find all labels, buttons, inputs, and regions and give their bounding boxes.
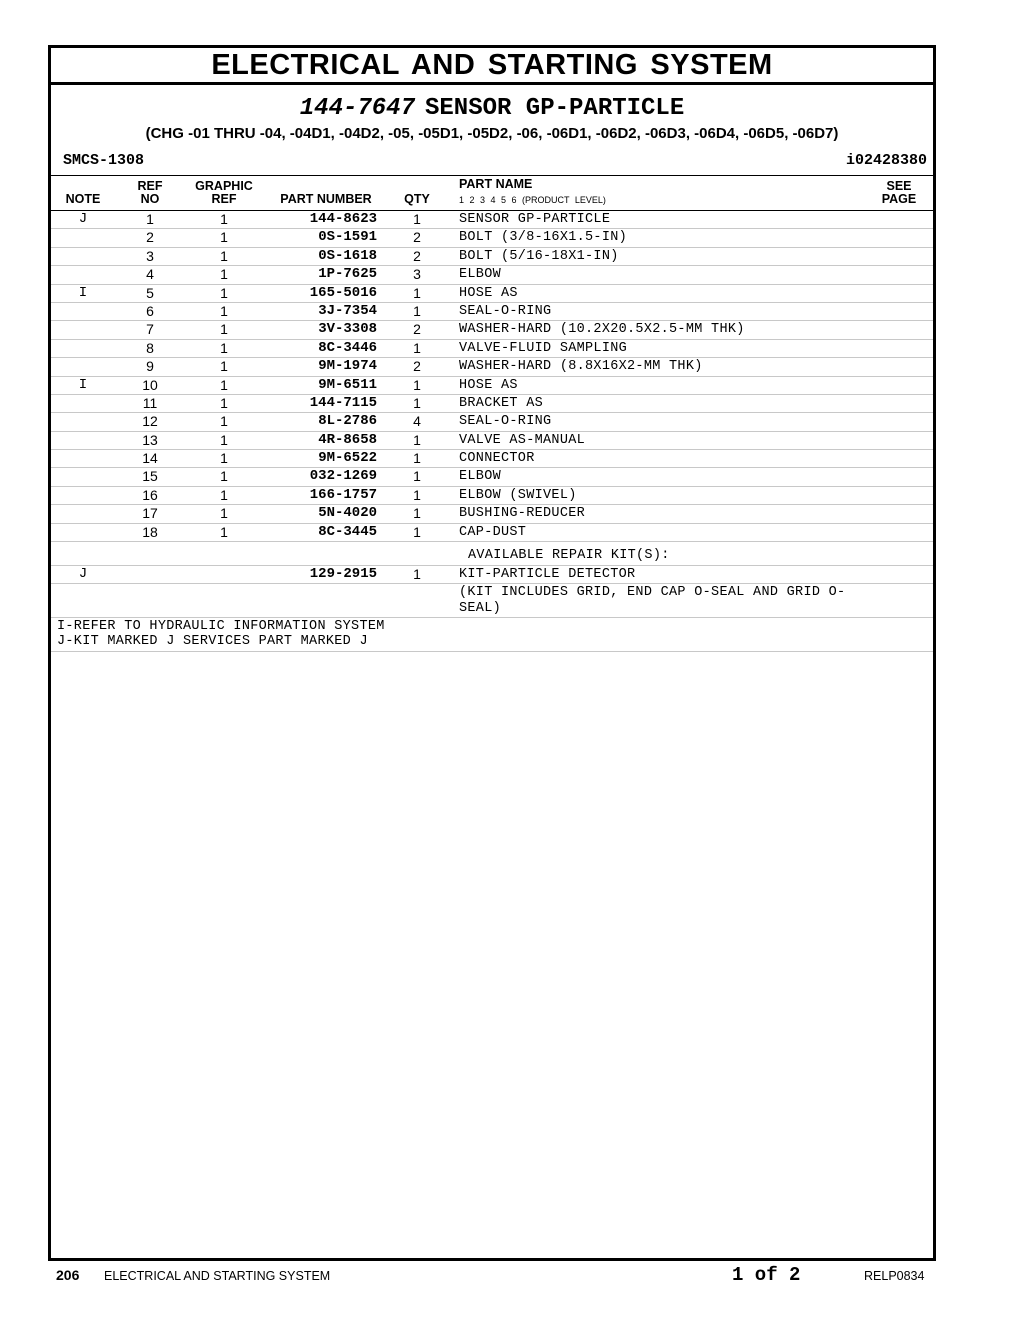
part-ref-no: 14 [142, 450, 158, 467]
part-name: SEAL-O-RING [459, 414, 552, 430]
part-number: 3J-7354 [318, 302, 377, 319]
part-graphic-ref: 1 [220, 486, 228, 503]
parts-page-frame [48, 45, 936, 1261]
header-part-name: PART NAME [459, 177, 533, 191]
part-qty: 1 [413, 339, 421, 356]
table-row [51, 377, 933, 395]
notes-block [51, 618, 933, 652]
part-name: HOSE AS [459, 377, 518, 393]
part-ref-no: 13 [142, 431, 158, 448]
repair-kit-part-number: 129-2915 [309, 566, 377, 583]
part-number: 0S-1591 [318, 229, 377, 246]
part-graphic-ref: 1 [220, 302, 228, 319]
table-row [51, 395, 933, 413]
part-name: BUSHING-REDUCER [459, 506, 586, 522]
part-name: ELBOW [459, 469, 502, 485]
part-name: VALVE-FLUID SAMPLING [459, 340, 628, 356]
part-qty: 1 [413, 468, 421, 485]
footer-section-title: ELECTRICAL AND STARTING SYSTEM [104, 1269, 331, 1283]
header-ref-top: REF [137, 179, 163, 193]
part-ref-no: 17 [142, 505, 158, 522]
part-graphic-ref: 1 [220, 376, 228, 393]
table-row [51, 340, 933, 358]
group-name: SENSOR GP-PARTICLE [424, 95, 685, 122]
table-row [51, 432, 933, 450]
part-qty: 1 [413, 431, 421, 448]
repair-kit-qty: 1 [413, 566, 421, 583]
part-qty: 2 [413, 247, 421, 264]
part-graphic-ref: 1 [220, 505, 228, 522]
part-name: CAP-DUST [459, 524, 527, 540]
part-name: BRACKET AS [459, 395, 544, 411]
part-name: CONNECTOR [459, 451, 535, 467]
part-number: 4R-8658 [318, 431, 377, 448]
table-row [51, 487, 933, 505]
part-ref-no: 4 [146, 266, 154, 283]
part-name: HOSE AS [459, 285, 518, 301]
part-qty: 1 [413, 394, 421, 411]
part-number: 8L-2786 [318, 413, 377, 430]
part-name: SEAL-O-RING [459, 303, 552, 319]
part-qty: 1 [413, 523, 421, 540]
part-graphic-ref: 1 [220, 394, 228, 411]
header-ref-no [115, 180, 185, 206]
part-qty: 2 [413, 358, 421, 375]
part-graphic-ref: 1 [220, 229, 228, 246]
header-graphic-bottom: REF [211, 192, 237, 206]
part-ref-no: 10 [142, 376, 158, 393]
table-row [51, 468, 933, 486]
part-number: 8C-3445 [318, 523, 377, 540]
part-graphic-ref: 1 [220, 358, 228, 375]
part-name: BOLT (5/16-18X1-IN) [459, 248, 619, 264]
table-row [51, 450, 933, 468]
part-graphic-ref: 1 [220, 339, 228, 356]
part-number: 9M-1974 [318, 358, 377, 375]
part-qty: 1 [413, 211, 421, 227]
repair-kit-name: KIT-PARTICLE DETECTOR [459, 567, 636, 583]
repair-kit-description: (KIT INCLUDES GRID, END CAP O-SEAL AND GRID O-SEAL) [459, 585, 846, 616]
part-name: ELBOW (SWIVEL) [459, 487, 577, 503]
part-qty: 4 [413, 413, 421, 430]
part-ref-no: 3 [146, 247, 154, 264]
illustration-id: i02428380 [845, 152, 927, 169]
part-number: 9M-6511 [318, 376, 377, 393]
group-title [51, 95, 933, 123]
repair-kit-row [51, 566, 933, 584]
table-row [51, 211, 933, 229]
part-qty: 1 [413, 302, 421, 319]
part-name: SENSOR GP-PARTICLE [459, 212, 611, 227]
part-ref-no: 9 [146, 358, 154, 375]
part-note: I [78, 376, 88, 393]
part-name: VALVE AS-MANUAL [459, 432, 586, 448]
repair-kit-heading: AVAILABLE REPAIR KIT(S): [468, 548, 670, 564]
header-part-number: PART NUMBER [280, 192, 372, 206]
part-qty: 1 [413, 505, 421, 522]
part-graphic-ref: 1 [220, 247, 228, 264]
header-qty: QTY [404, 192, 430, 206]
part-name: BOLT (3/8-16X1.5-IN) [459, 230, 628, 246]
part-ref-no: 18 [142, 523, 158, 540]
part-number: 8C-3446 [318, 339, 377, 356]
header-see-page [867, 180, 931, 206]
repair-kit-heading-row [51, 542, 933, 566]
part-number: 166-1757 [309, 486, 377, 503]
part-qty: 1 [413, 486, 421, 503]
header-product-level: 1 2 3 4 5 6 (PRODUCT LEVEL) [459, 195, 606, 205]
part-note: J [78, 211, 88, 227]
part-graphic-ref: 1 [220, 321, 228, 338]
part-graphic-ref: 1 [220, 450, 228, 467]
table-row [51, 266, 933, 284]
part-qty: 2 [413, 229, 421, 246]
part-number: 032-1269 [309, 468, 377, 485]
part-number: 0S-1618 [318, 247, 377, 264]
part-graphic-ref: 1 [220, 468, 228, 485]
part-ref-no: 12 [142, 413, 158, 430]
note-i: I-REFER TO HYDRAULIC INFORMATION SYSTEM [57, 619, 385, 635]
part-graphic-ref: 1 [220, 431, 228, 448]
header-graphic-top: GRAPHIC [195, 179, 253, 193]
part-ref-no: 1 [146, 211, 154, 227]
table-row [51, 524, 933, 542]
part-number: 144-7115 [309, 394, 377, 411]
part-ref-no: 11 [142, 394, 158, 411]
part-ref-no: 5 [146, 284, 154, 301]
part-number: 1P-7625 [318, 266, 377, 283]
table-row [51, 248, 933, 266]
part-qty: 1 [413, 450, 421, 467]
part-ref-no: 15 [142, 468, 158, 485]
table-row [51, 285, 933, 303]
footer-page-number: 206 [56, 1267, 80, 1283]
part-qty: 2 [413, 321, 421, 338]
smcs-code: SMCS-1308 [63, 152, 145, 169]
header-see-top: SEE [886, 179, 912, 193]
part-qty: 1 [413, 284, 421, 301]
part-ref-no: 2 [146, 229, 154, 246]
part-number: 9M-6522 [318, 450, 377, 467]
part-name: WASHER-HARD (8.8X16X2-MM THK) [459, 359, 703, 375]
footer-sheet-count: 1 of 2 [732, 1264, 801, 1286]
part-note: I [78, 284, 88, 301]
part-graphic-ref: 1 [220, 266, 228, 283]
table-row [51, 303, 933, 321]
part-graphic-ref: 1 [220, 523, 228, 540]
header-see-bottom: PAGE [881, 192, 917, 206]
column-headers [51, 176, 933, 211]
part-graphic-ref: 1 [220, 284, 228, 301]
part-graphic-ref: 1 [220, 413, 228, 430]
header-ref-bottom: NO [140, 192, 160, 206]
part-number: 165-5016 [309, 284, 377, 301]
table-row [51, 358, 933, 376]
group-part-number: 144-7647 [299, 95, 415, 122]
part-number: 144-8623 [309, 211, 377, 227]
part-number: 3V-3308 [318, 321, 377, 338]
header-graphic-ref [189, 180, 259, 206]
table-row [51, 229, 933, 247]
table-row [51, 505, 933, 523]
repair-kit-description-row [51, 584, 933, 618]
part-ref-no: 16 [142, 486, 158, 503]
repair-kit-note: J [78, 566, 88, 583]
group-header [51, 85, 933, 176]
footer-publication: RELP0834 [864, 1269, 925, 1283]
section-title: ELECTRICAL AND STARTING SYSTEM [51, 48, 933, 85]
note-j: J-KIT MARKED J SERVICES PART MARKED J [57, 634, 368, 650]
table-row [51, 413, 933, 431]
part-name: WASHER-HARD (10.2X20.5X2.5-MM THK) [459, 322, 745, 338]
part-number: 5N-4020 [318, 505, 377, 522]
part-qty: 1 [413, 376, 421, 393]
part-graphic-ref: 1 [220, 211, 228, 227]
serial-effectivity: (CHG -01 THRU -04, -04D1, -04D2, -05, -05D1, -05D2, -06, -06D1, -06D2, -06D3, -06D4, -06D5, -06D7) [145, 125, 839, 142]
header-note: NOTE [65, 192, 101, 206]
parts-list [51, 211, 933, 542]
part-name: ELBOW [459, 267, 502, 283]
part-qty: 3 [413, 266, 421, 283]
part-ref-no: 7 [146, 321, 154, 338]
part-ref-no: 6 [146, 302, 154, 319]
part-ref-no: 8 [146, 339, 154, 356]
page-footer [56, 1264, 930, 1288]
table-row [51, 321, 933, 339]
